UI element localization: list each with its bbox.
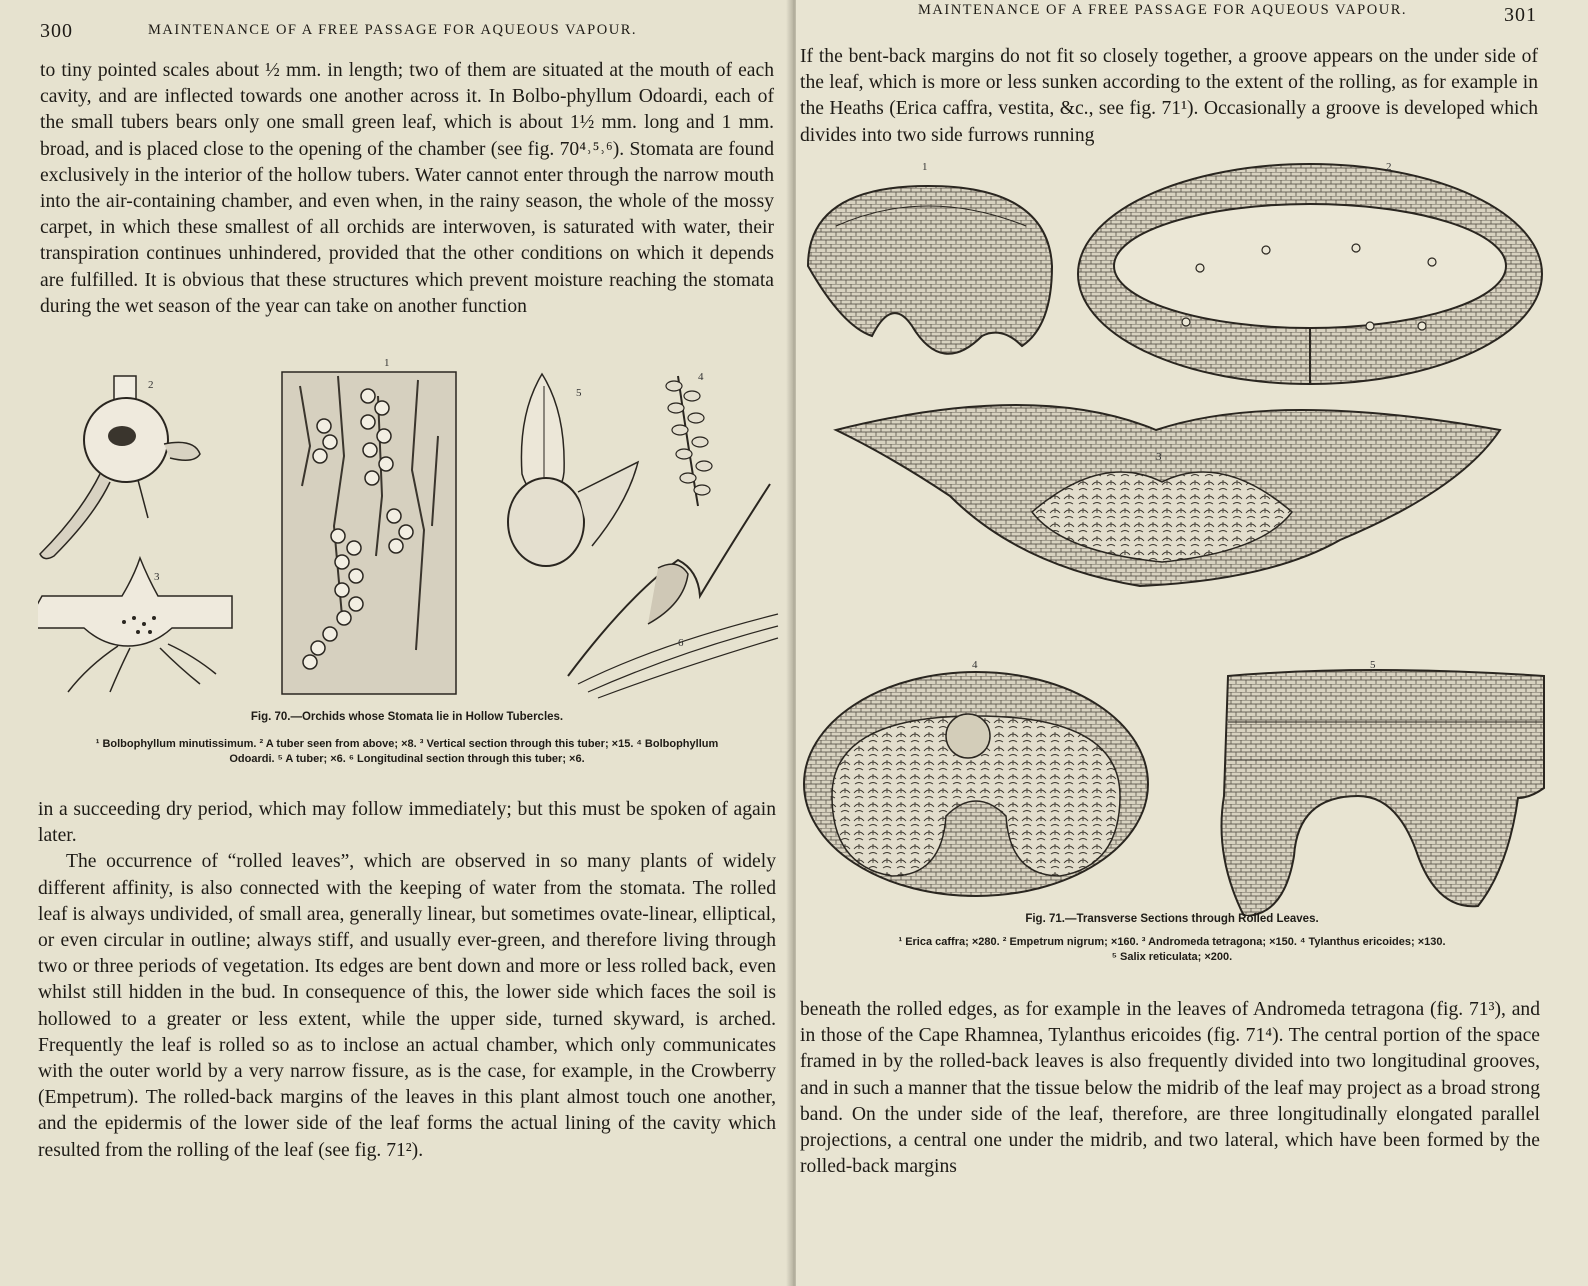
right-text-bottom — [800, 997, 1540, 1180]
fig71-andromeda-tetragona-section — [836, 405, 1500, 586]
fig71-erica-caffra-section — [808, 161, 1052, 354]
fig70-plant-spike — [666, 371, 712, 506]
figure-label: 5 — [576, 387, 582, 399]
figure-label: 1 — [922, 161, 928, 173]
figure-title: Fig. 70.—Orchids whose Stomata lie in Hollow Tubercles. — [250, 711, 564, 723]
figure-70-illustration — [38, 356, 780, 702]
paragraph: If the bent-back margins do not fit so closely together, a groove appears on the under side of the leaf, which is more or less sunken according to the extent of the rolling, as for example in the Heaths (Erica caffra, vestita, &c., see fig. 71¹). Occasionally a groove is developed which divides into two side furrows running — [800, 46, 1538, 146]
running-head: MAINTENANCE OF A FREE PASSAGE FOR AQUEOUS VAPOUR. — [148, 22, 637, 38]
paragraph: The occurrence of “rolled leaves”, which are observed in so many plants of widely different affinity, is also connected with the keeping of water from the stomata. The rolled leaf is always undivided, of small area, generally linear, but sometimes ovate-linear, elliptical, or even circular in outline; always stiff, and usually ever-green, and therefore living through two or three periods of vegetation. Its edges are bent down and more or less rolled back, even whilst still hidden in the bud. In consequence of this, the lower side which faces the soil is hollowed to a greater or less extent, while the upper side, turned skyward, is arched. Frequently the leaf is rolled so as to inclose an actual chamber, which only communicates with the outer world by a very narrow fissure, as is the case, for example, in the Crowberry (Empetrum). The rolled-back margins of the leaves in this plant almost touch one another, and the epidermis of the lower side of the leaf forms the actual lining of the cavity which resulted from the rolling of the leaf (see fig. 71²). — [38, 851, 776, 1161]
figure-label: 3 — [1156, 451, 1162, 463]
page-number: 301 — [1504, 4, 1537, 26]
left-page — [0, 0, 792, 1286]
figure-legend-line-1: ¹ Bolbophyllum minutissimum. ² A tuber seen from above; ×8. ³ Vertical section through this tuber; ×15. ⁴ Bolbophyllum — [95, 738, 719, 750]
fig70-bark-with-tubers — [282, 357, 456, 694]
left-text-top — [40, 58, 774, 320]
page-number: 300 — [40, 20, 73, 42]
running-head: MAINTENANCE OF A FREE PASSAGE FOR AQUEOUS VAPOUR. — [918, 2, 1407, 18]
figure-legend-line-1: ¹ Erica caffra; ×280. ² Empetrum nigrum; ×160. ³ Andromeda tetragona; ×150. ⁴ Tylanthus ericoides; ×130. — [898, 936, 1446, 948]
figure-71-illustration — [796, 156, 1556, 916]
figure-label: 5 — [1370, 659, 1376, 671]
fig70-tuber-top-view — [40, 376, 200, 559]
left-page-header — [40, 22, 780, 48]
fig71-empetrum-nigrum-section — [1078, 161, 1542, 384]
figure-label: 3 — [154, 571, 160, 583]
figure-71-caption — [800, 913, 1544, 965]
left-text-bottom — [38, 797, 776, 1164]
figure-label: 4 — [972, 659, 978, 671]
right-page — [796, 0, 1588, 1286]
right-page-header — [800, 2, 1540, 28]
figure-legend-line-2: ⁵ Salix reticulata; ×200. — [1111, 951, 1233, 963]
right-text-top — [800, 44, 1538, 149]
fig70-tuber-with-leaf — [508, 374, 638, 566]
fig70-vertical-section — [38, 558, 232, 692]
figure-label: 2 — [148, 379, 154, 391]
fig71-tylanthus-ericoides-section — [804, 659, 1148, 896]
figure-title: Fig. 71.—Transverse Sections through Rolled Leaves. — [1025, 913, 1319, 925]
figure-legend-line-2: Odoardi. ⁵ A tuber; ×6. ⁶ Longitudinal section through this tuber; ×6. — [229, 753, 585, 765]
paragraph: beneath the rolled edges, as for example in the leaves of Andromeda tetragona (fig. 71³), and in those of the Cape Rhamnea, Tylanthus ericoides (fig. 71⁴). The central portion of the space framed in by the rolled-back leaves is also frequently divided into two longitudinal grooves, and in such a manner that the tissue below the midrib of the leaf may project as a broad strong band. On the under side of the leaf, therefore, are three longitudinally elongated parallel projections, a central one under the midrib, and two lateral, which have been formed by the rolled-back margins — [800, 999, 1540, 1178]
figure-label: 1 — [384, 357, 390, 369]
figure-label: 4 — [698, 371, 704, 383]
paragraph: in a succeeding dry period, which may follow immediately; but this must be spoken of again later. — [38, 799, 776, 847]
fig71-salix-reticulata-section — [1222, 659, 1545, 916]
paragraph: to tiny pointed scales about ½ mm. in length; two of them are situated at the mouth of each cavity, and are inflected towards one another across it. In Bolbo-phyllum Odoardi, each of the small tubers bears only one small green leaf, which is about 1½ mm. long and 1 mm. broad, and is placed close to the opening of the chamber (see fig. 70⁴˒⁵˒⁶). Stomata are found exclusively in the interior of the hollow tubers. Water cannot enter through the narrow mouth into the air-containing chamber, and even when, in the rainy season, the whole of the mossy carpet, in which these smallest of all orchids are interwoven, is saturated with water, their transpiration continues unhindered, provided that the other conditions on which it depends are fulfilled. It is obvious that these structures which prevent moisture reaching the stomata during the wet season of the year can take on another function — [40, 60, 774, 317]
figure-label: 2 — [1386, 161, 1392, 173]
figure-label: 6 — [678, 637, 684, 649]
figure-70-caption — [40, 711, 774, 767]
